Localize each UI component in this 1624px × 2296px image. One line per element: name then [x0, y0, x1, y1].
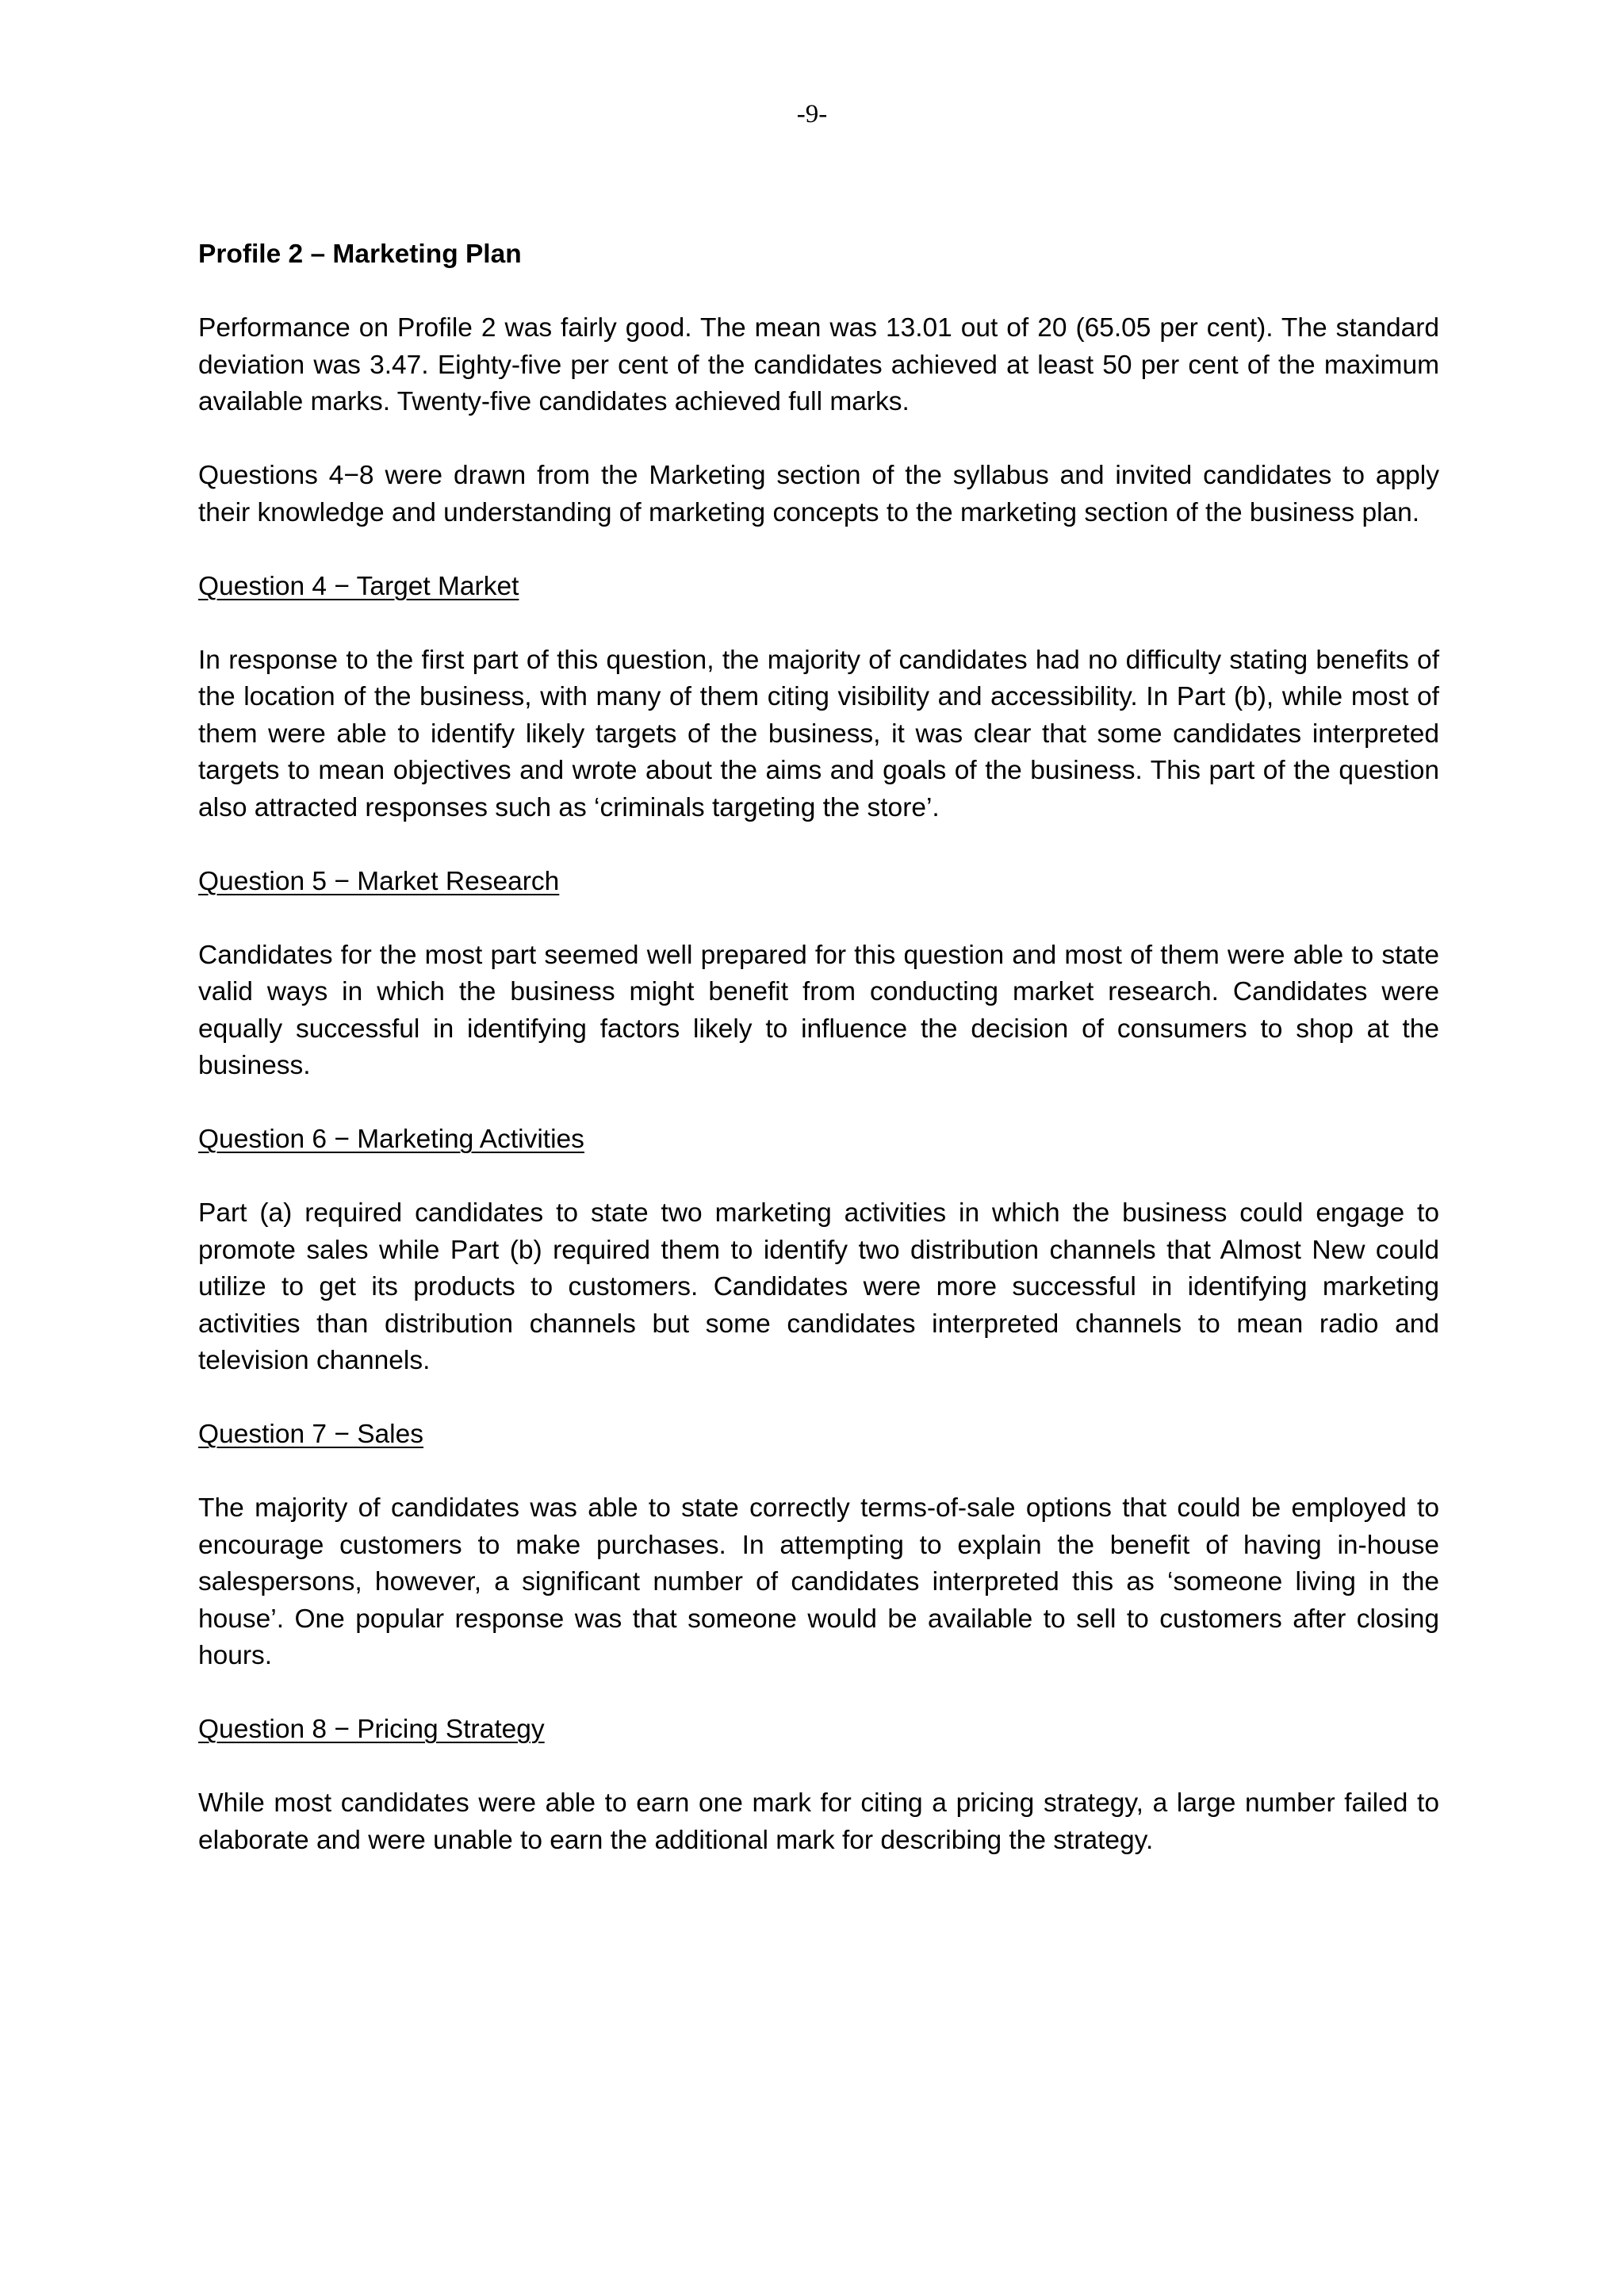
question-6-title: Question 6 − Marketing Activities [198, 1125, 584, 1154]
question-6-text: Part (a) required candidates to state two marketing activities in which the business could engage to promote sales while Part (b) required them to identify two distribution channels that Almost New could utilize to get its products to customers. Candidates were more successful in identifying marketing activities than distribution channels but some candidates interpreted channels to mean radio and television channels. [198, 1198, 1439, 1375]
question-5-title: Question 5 − Market Research [198, 866, 560, 896]
intro-paragraph-performance: Performance on Profile 2 was fairly good. The mean was 13.01 out of 20 (65.05 per cent). The standard deviation was 3.47. Eighty-five per cent of the candidates achieved at least 50 per cent of the maximum available marks. Twenty-five candidates achieved full marks. [198, 313, 1439, 416]
document-content [198, 236, 1439, 1896]
page-number: -9- [796, 100, 828, 128]
section-heading: Profile 2 – Marketing Plan [198, 240, 522, 269]
question-5-text: Candidates for the most part seemed well prepared for this question and most of them were able to state valid ways in which the business might benefit from conducting market research. Candidates were equally successful in identifying factors likely to influence the decision of consumers to shop at the business. [198, 940, 1439, 1080]
intro-paragraph-syllabus: Questions 4−8 were drawn from the Marketing section of the syllabus and invited candidates to apply their knowledge and understanding of marketing concepts to the marketing section of the business plan. [198, 461, 1439, 527]
question-7-text: The majority of candidates was able to state correctly terms-of-sale options that could be employed to encourage customers to make purchases. In attempting to explain the benefit of having in-house salespersons, however, a significant number of candidates interpreted this as ‘someone living in the house’. One popular response was that someone would be available to sell to customers after closing hours. [198, 1493, 1439, 1670]
question-4-text: In response to the first part of this question, the majority of candidates had no difficulty stating benefits of the location of the business, with many of them citing visibility and accessibility. In Part (b), while most of them were able to identify likely targets of the business, it was clear that some candidates interpreted targets to mean objectives and wrote about the aims and goals of the business. This part of the question also attracted responses such as ‘criminals targeting the store’. [198, 645, 1439, 822]
question-8-title: Question 8 − Pricing Strategy [198, 1715, 545, 1744]
question-8-text: While most candidates were able to earn one mark for citing a pricing strategy, a large number failed to elaborate and were unable to earn the additional mark for describing the strategy. [198, 1788, 1439, 1855]
question-7-title: Question 7 − Sales [198, 1420, 423, 1449]
question-4-title: Question 4 − Target Market [198, 571, 519, 601]
